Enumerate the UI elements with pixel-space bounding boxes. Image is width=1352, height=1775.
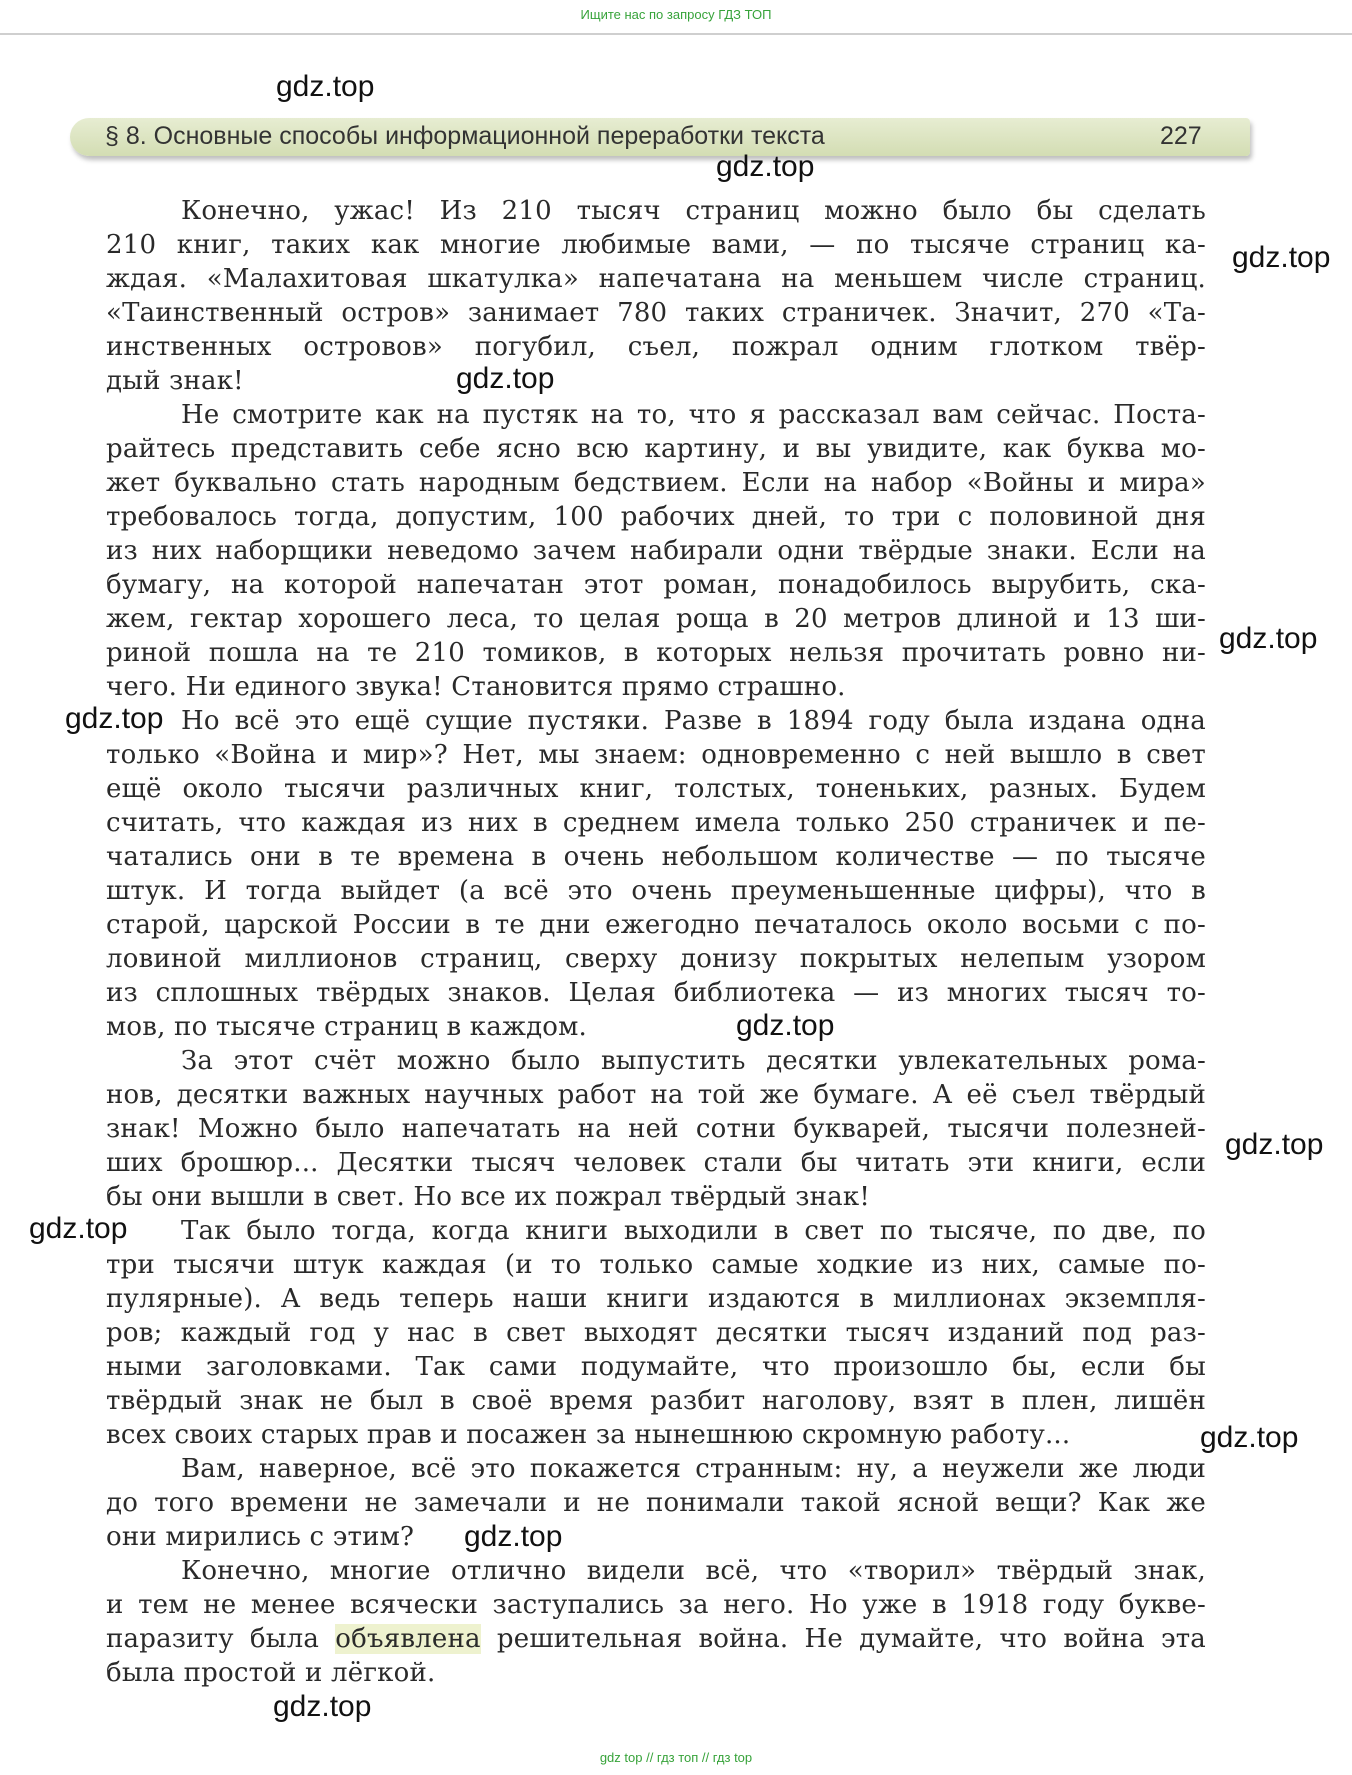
text-line: жем, гектар хорошего леса, то целая роща в 20 метров длиной и 13 ши- xyxy=(106,604,1206,634)
text-line: чего. Ни единого звука! Становится прямо страшно. xyxy=(106,672,846,702)
page-number: 227 xyxy=(1160,122,1202,150)
text-fragment: решительная война. Не думайте, что война эта xyxy=(480,1624,1206,1654)
paragraph xyxy=(106,398,1206,704)
text-line: бумагу, на которой напечатан этот роман, понадобилось вырубить, ска- xyxy=(106,570,1206,600)
section-title: § 8. Основные способы информационной переработки текста xyxy=(105,122,825,150)
text-line: дый знак! xyxy=(106,366,244,396)
text-line: Не смотрите как на пустяк на то, что я рассказал вам сейчас. Поста- xyxy=(181,400,1206,430)
text-line: Так было тогда, когда книги выходили в свет по тысяче, по две, по xyxy=(181,1216,1206,1246)
watermark: gdz.top xyxy=(456,362,555,395)
text-line: чатались они в те времена в очень небольшом количестве — по тысяче xyxy=(106,842,1206,872)
text-line: ших брошюр... Десятки тысяч человек стали бы читать эти книги, если xyxy=(106,1148,1206,1178)
text-line: Конечно, многие отлично видели всё, что «творил» твёрдый знак, xyxy=(181,1556,1206,1586)
text-line: они мирились с этим? xyxy=(106,1522,415,1552)
text-line: и тем не менее всячески заступались за него. Но уже в 1918 году букве- xyxy=(106,1590,1206,1620)
text-line: мов, по тысяче страниц в каждом. xyxy=(106,1012,588,1042)
text-line: до того времени не замечали и не понимали такой ясной вещи? Как же xyxy=(106,1488,1206,1518)
text-line: ров; каждый год у нас в свет выходят десятки тысяч изданий под раз- xyxy=(106,1318,1206,1348)
text-line: ловиной миллионов страниц, сверху донизу покрытых нелепым узором xyxy=(106,944,1206,974)
text-line: бы они вышли в свет. Но все их пожрал твёрдый знак! xyxy=(106,1182,870,1212)
text-line: ждая. «Малахитовая шкатулка» напечатана на меньшем числе страниц. xyxy=(106,264,1206,294)
text-line: риной пошла на те 210 томиков, в которых нельзя прочитать ровно ни- xyxy=(106,638,1206,668)
text-line: Вам, наверное, всё это покажется странным: ну, а неужели же люди xyxy=(181,1454,1206,1484)
text-line: райтесь представить себе ясно всю картину, и вы увидите, как буква мо- xyxy=(106,434,1206,464)
text-line: была простой и лёгкой. xyxy=(106,1658,436,1688)
text-line: твёрдый знак не был в своё время разбит наголову, взят в плен, лишён xyxy=(106,1386,1206,1416)
text-line-highlighted xyxy=(106,1622,1206,1656)
watermark: gdz.top xyxy=(464,1520,563,1553)
text-line: ными заголовками. Так сами подумайте, что произошло бы, если бы xyxy=(106,1352,1206,1382)
watermark: gdz.top xyxy=(29,1212,128,1245)
watermark: gdz.top xyxy=(1219,622,1318,655)
text-line: считать, что каждая из них в среднем имела только 250 страничек и пе- xyxy=(106,808,1206,838)
watermark: gdz.top xyxy=(65,702,164,735)
watermark: gdz.top xyxy=(1225,1128,1324,1161)
watermark: gdz.top xyxy=(736,1009,835,1042)
top-banner-text: Ищите нас по запросу ГДЗ ТОП xyxy=(580,7,772,22)
text-line: 210 книг, таких как многие любимые вами, — по тысяче страниц ка- xyxy=(106,230,1206,260)
watermark: gdz.top xyxy=(276,70,375,103)
text-line: За этот счёт можно было выпустить десятки увлекательных рома- xyxy=(181,1046,1206,1076)
text-line: три тысячи штук каждая (и то только самые ходкие из них, самые по- xyxy=(106,1250,1206,1280)
text-line: знак! Можно было напечатать на ней сотни букварей, тысячи полезней- xyxy=(106,1114,1206,1144)
text-fragment: паразиту была xyxy=(106,1624,336,1654)
text-line: нов, десятки важных научных работ на той же бумаге. А её съел твёрдый xyxy=(106,1080,1206,1110)
paragraph xyxy=(106,1554,1206,1690)
paragraph xyxy=(106,1214,1206,1452)
highlighted-word: объявлена xyxy=(335,1624,481,1654)
text-line: из них наборщики неведомо зачем набирали одни твёрдые знаки. Если на xyxy=(106,536,1206,566)
text-line: «Таинственный остров» занимает 780 таких страничек. Значит, 270 «Та- xyxy=(106,298,1206,328)
text-line: ещё около тысячи различных книг, толстых, тоненьких, разных. Будем xyxy=(106,774,1206,804)
text-line: инственных островов» погубил, съел, пожрал одним глотком твёр- xyxy=(106,332,1206,362)
text-line: требовалось тогда, допустим, 100 рабочих дней, то три с половиной дня xyxy=(106,502,1206,532)
paragraph xyxy=(106,1452,1206,1554)
paragraph xyxy=(106,704,1206,1044)
text-line: только «Война и мир»? Нет, мы знаем: одновременно с ней вышло в свет xyxy=(106,740,1206,770)
watermark: gdz.top xyxy=(273,1690,372,1723)
watermark: gdz.top xyxy=(1232,241,1331,274)
text-line: старой, царской России в те дни ежегодно печаталось около восьми с по- xyxy=(106,910,1206,940)
text-line: всех своих старых прав и посажен за нынешнюю скромную работу... xyxy=(106,1420,1071,1450)
body-text xyxy=(106,194,1206,1690)
watermark: gdz.top xyxy=(716,150,815,183)
watermark: gdz.top xyxy=(1200,1421,1299,1454)
text-line: жет буквально стать народным бедствием. Если на набор «Войны и мира» xyxy=(106,468,1206,498)
text-line: Конечно, ужас! Из 210 тысяч страниц можно было бы сделать xyxy=(181,196,1206,226)
footer: gdz top // гдз топ // гдз top xyxy=(599,1750,753,1765)
paragraph xyxy=(106,1044,1206,1214)
top-banner xyxy=(0,0,1352,35)
text-line: из сплошных твёрдых знаков. Целая библиотека — из многих тысяч то- xyxy=(106,978,1206,1008)
text-line: Но всё это ещё сущие пустяки. Разве в 1894 году была издана одна xyxy=(181,706,1206,736)
text-line: штук. И тогда выйдет (а всё это очень преуменьшенные цифры), что в xyxy=(106,876,1206,906)
text-line: пулярные). А ведь теперь наши книги издаются в миллионах экземпля- xyxy=(106,1284,1206,1314)
paragraph xyxy=(106,194,1206,398)
